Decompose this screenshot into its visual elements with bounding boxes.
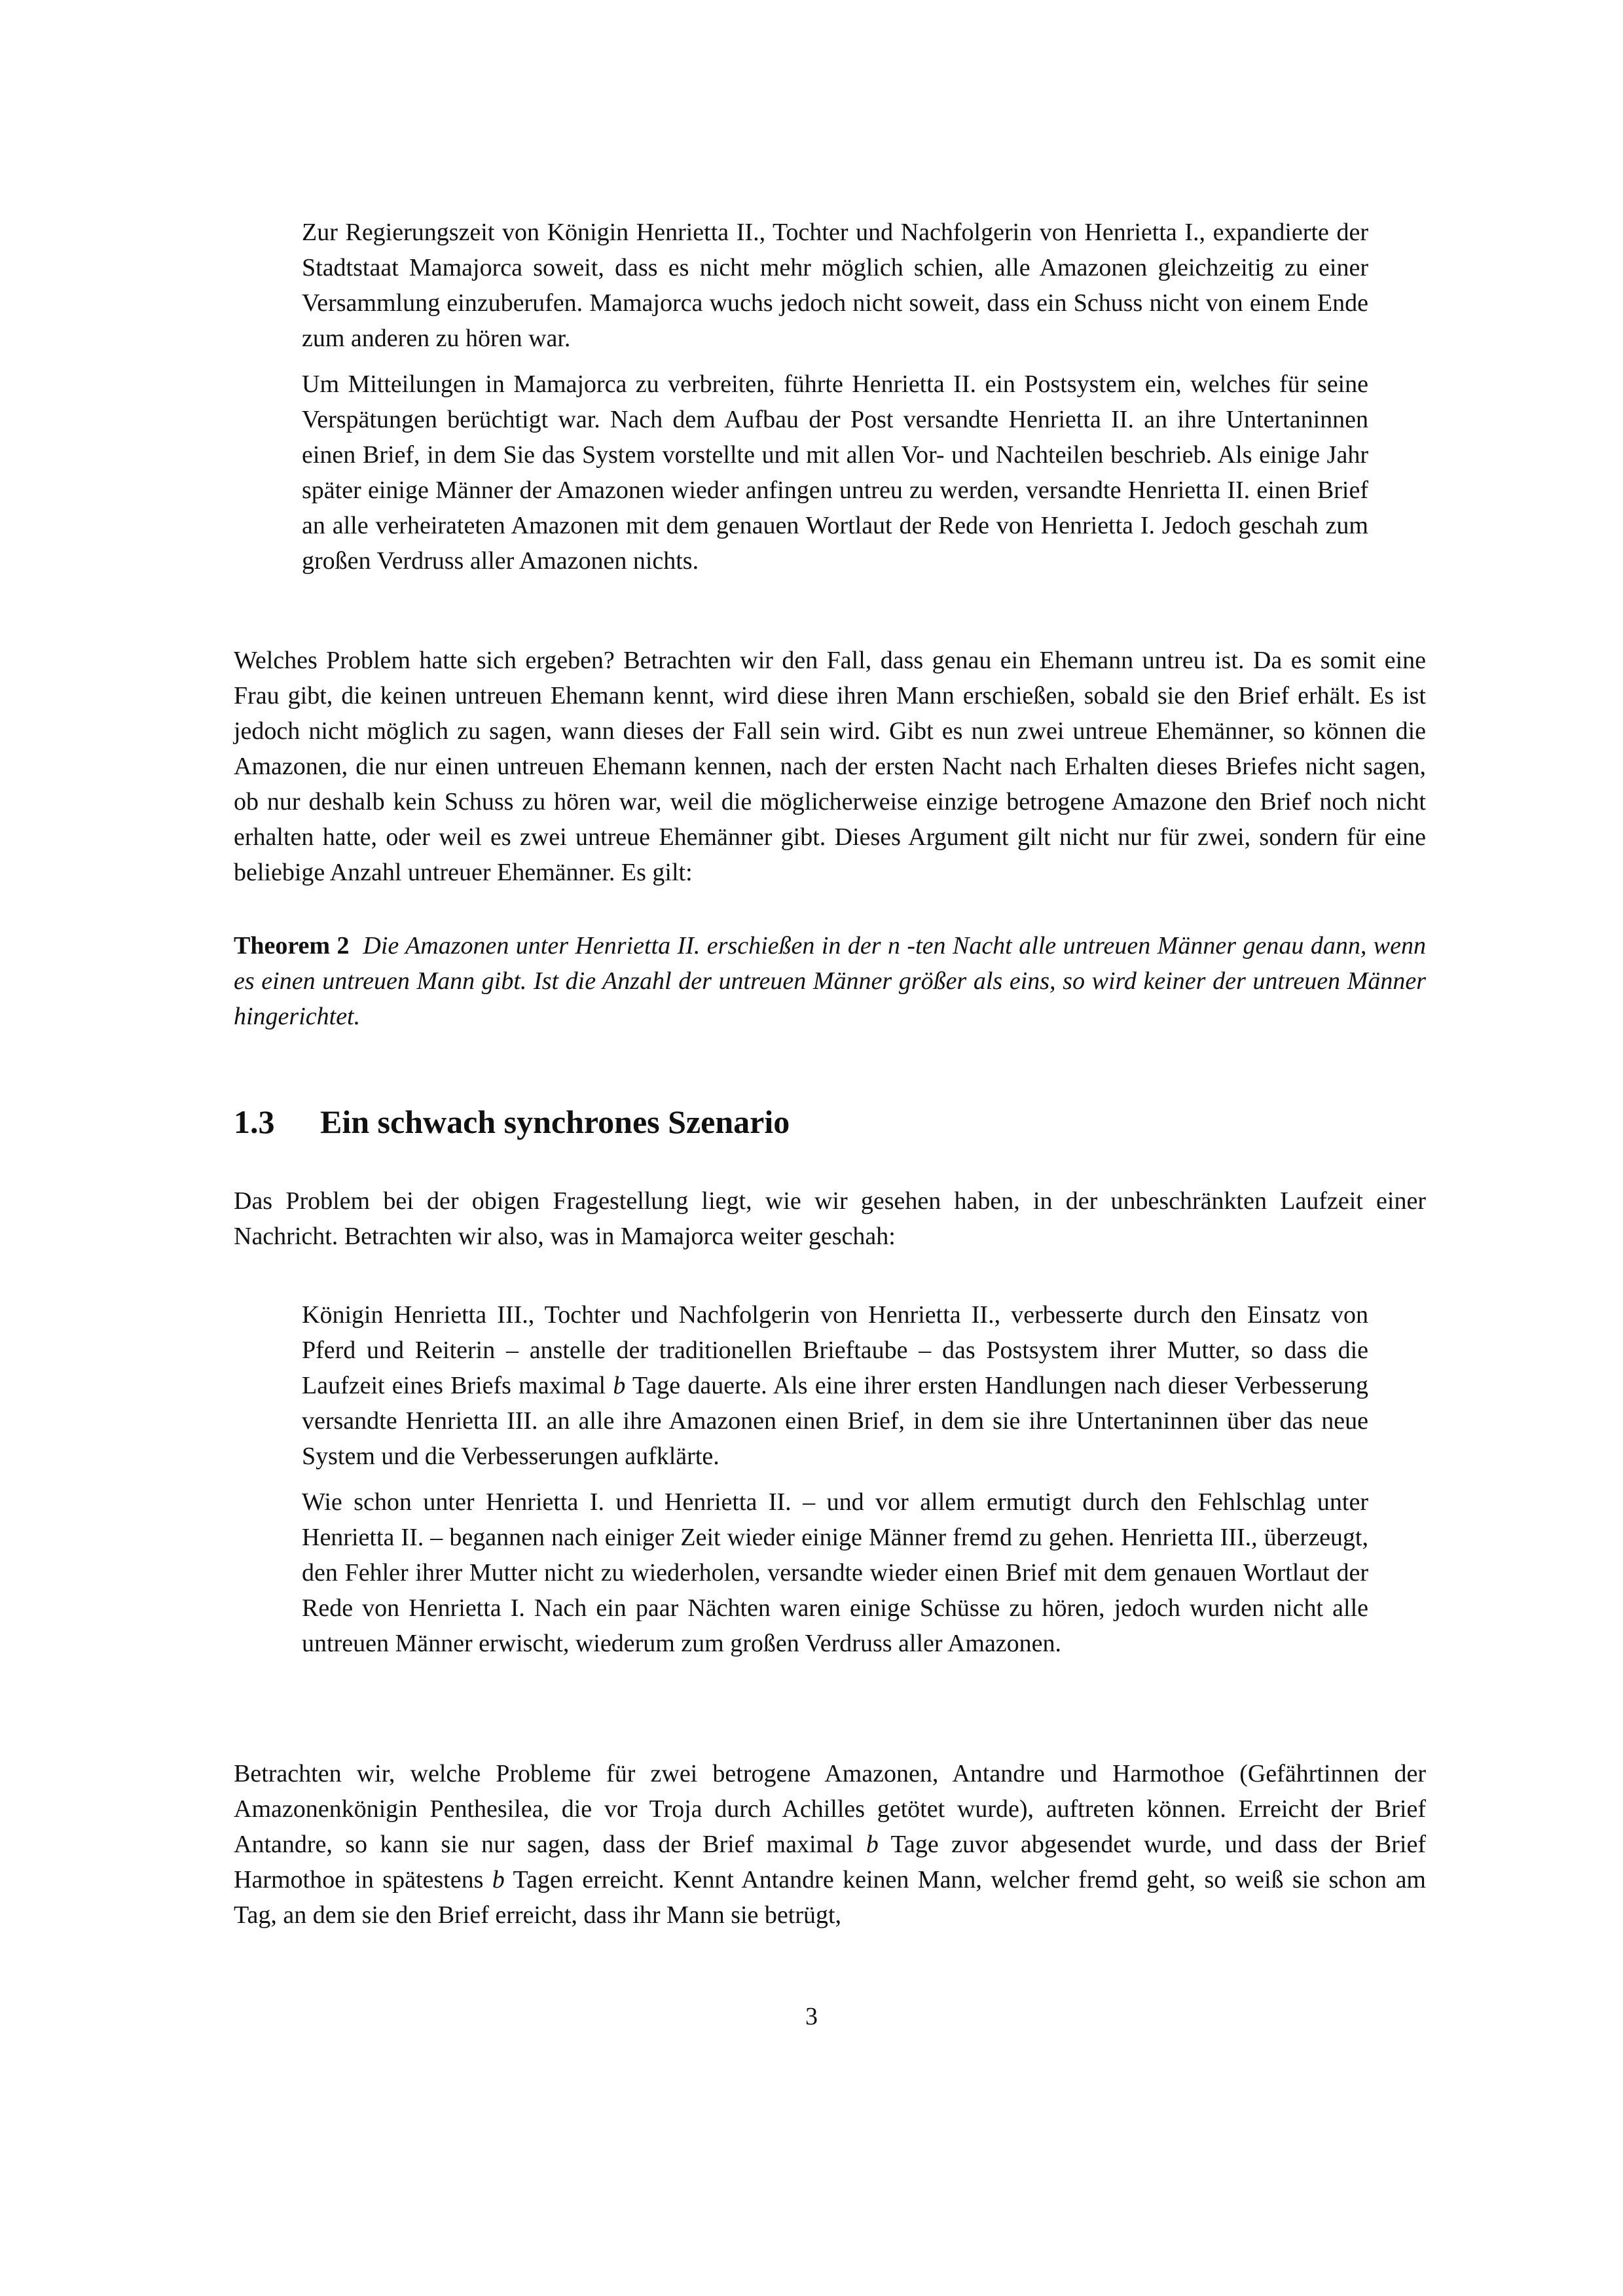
theorem-text-before: Die Amazonen unter Henrietta II. erschießen in der [363, 932, 888, 960]
math-b: b [613, 1372, 626, 1399]
quote-2-paragraph-2: Wie schon unter Henrietta I. und Henrietta II. – und vor allem ermutigt durch den Fehlschlag unter Henrietta II. – begannen nach einiger Zeit wieder einige Männer fremd zu gehen. Henrietta III., überzeugt, den Fehler ihrer Mutter nicht zu wiederholen, versandte wieder einen Brief mit dem genauen Wortlaut der Rede von Henrietta I. Nach ein paar Nächten waren einige Schüsse zu hören, jedoch wurden nicht alle untreuen Männer erwischt, wiederum zum großen Verdruss aller Amazonen. [302, 1488, 1368, 1657]
paragraph-text: Welches Problem hatte sich ergeben? Betrachten wir den Fall, dass genau ein Ehemann untreu ist. Da es somit eine Frau gibt, die keinen untreuen Ehemann kennt, wird diese ihren Mann erschießen, sobald sie den Brief erhält. Es ist jedoch nicht möglich zu sagen, wann dieses der Fall sein wird. Gibt es nun zwei untreue Ehemänner, so können die Amazonen, die nur einen untreuen Ehemann kennen, nach der ersten Nacht nach Erhalten dieses Briefes nicht sagen, ob nur deshalb kein Schuss zu hören war, weil die möglicherweise einzige betrogene Amazone den Brief noch nicht erhalten hatte, oder weil es zwei untreue Ehemänner gibt. Dieses Argument gilt nicht nur für zwei, sondern für eine beliebige Anzahl untreuer Ehemänner. Es gilt: [234, 647, 1426, 886]
theorem-text-after: -ten Nacht alle untreuen Männer genau dann, wenn es einen untreuen Mann gibt. Ist die Anzahl der untreuen Männer größer als eins, so wird keiner der untreuen Männer hingerichtet. [234, 932, 1426, 1030]
body-paragraph-intro [234, 1183, 1426, 1254]
math-b: b [866, 1831, 879, 1858]
quote-1-paragraph-1: Zur Regierungszeit von Königin Henrietta II., Tochter und Nachfolgerin von Henrietta I., expandierte der Stadtstaat Mamajorca soweit, dass es nicht mehr möglich schien, alle Amazonen gleichzeitig zu einer Versammlung einzuberufen. Mamajorca wuchs jedoch nicht soweit, dass ein Schuss nicht von einem Ende zum anderen zu hören war. [302, 219, 1368, 352]
body-paragraph-antandre [234, 1756, 1426, 1933]
text-run: Tage zuvor abgesendet wurde, und dass der Brief Harmothoe in spätestens [234, 1831, 1426, 1893]
section-title: Ein schwach synchrones Szenario [320, 1103, 790, 1140]
text-run: Tagen erreicht. Kennt Antandre keinen Mann, welcher fremd geht, so weiß sie schon am Tag, an dem sie den Brief erreicht, dass ihr Mann sie betrügt, [234, 1866, 1426, 1929]
quote-2-paragraph-1 [302, 1297, 1368, 1474]
section-number: 1.3 [234, 1103, 275, 1140]
theorem-label: Theorem 2 [234, 932, 350, 960]
page-number: 3 [805, 2003, 818, 2030]
paragraph-text: Das Problem bei der obigen Fragestellung liegt, wie wir gesehen haben, in der unbeschränkten Laufzeit einer Nachricht. Betrachten wir also, was in Mamajorca weiter geschah: [234, 1187, 1426, 1250]
paragraph-text [234, 1756, 1426, 1933]
quote-henrietta-iii [302, 1297, 1368, 1661]
quote-1-paragraph-2: Um Mitteilungen in Mamajorca zu verbreiten, führte Henrietta II. ein Postsystem ein, welches für seine Verspätungen berüchtigt war. Nach dem Aufbau der Post versandte Henrietta II. an ihre Untertaninnen einen Brief, in dem Sie das System vorstellte und mit allen Vor- und Nachteilen beschrieb. Als einige Jahr später einige Männer der Amazonen wieder anfingen untreu zu werden, versandte Henrietta II. einen Brief an alle verheirateten Amazonen mit dem genauen Wortlaut der Rede von Henrietta I. Jedoch geschah zum großen Verdruss aller Amazonen nichts. [302, 370, 1368, 575]
body-paragraph-problem [234, 643, 1426, 890]
text-run: Betrachten wir, welche Probleme für zwei betrogene Amazonen, Antandre und Harmothoe (Gefährtinnen der Amazonenkönigin Penthesilea, die vor Troja durch Achilles getötet wurde), auftreten können. Erreicht der Brief Antandre, so kann sie nur sagen, dass der Brief maximal [234, 1760, 1426, 1858]
text-run: Königin Henrietta III., Tochter und Nachfolgerin von Henrietta II., verbesserte durch den Einsatz von Pferd und Reiterin – anstelle der traditionellen Brieftaube – das Postsystem ihrer Mutter, so dass die Laufzeit eines Briefs maximal [302, 1301, 1368, 1399]
quote-henrietta-ii [302, 215, 1368, 579]
math-n: n [887, 932, 900, 960]
text-run: Tage dauerte. Als eine ihrer ersten Handlungen nach dieser Verbesserung versandte Henrietta III. an alle ihre Amazonen einen Brief, in dem sie ihre Untertaninnen über das neue System und die Verbesserungen aufklärte. [302, 1372, 1368, 1470]
section-heading [234, 1102, 790, 1141]
math-b: b [492, 1866, 505, 1893]
theorem-2 [234, 928, 1426, 1034]
theorem-body [234, 928, 1426, 1034]
